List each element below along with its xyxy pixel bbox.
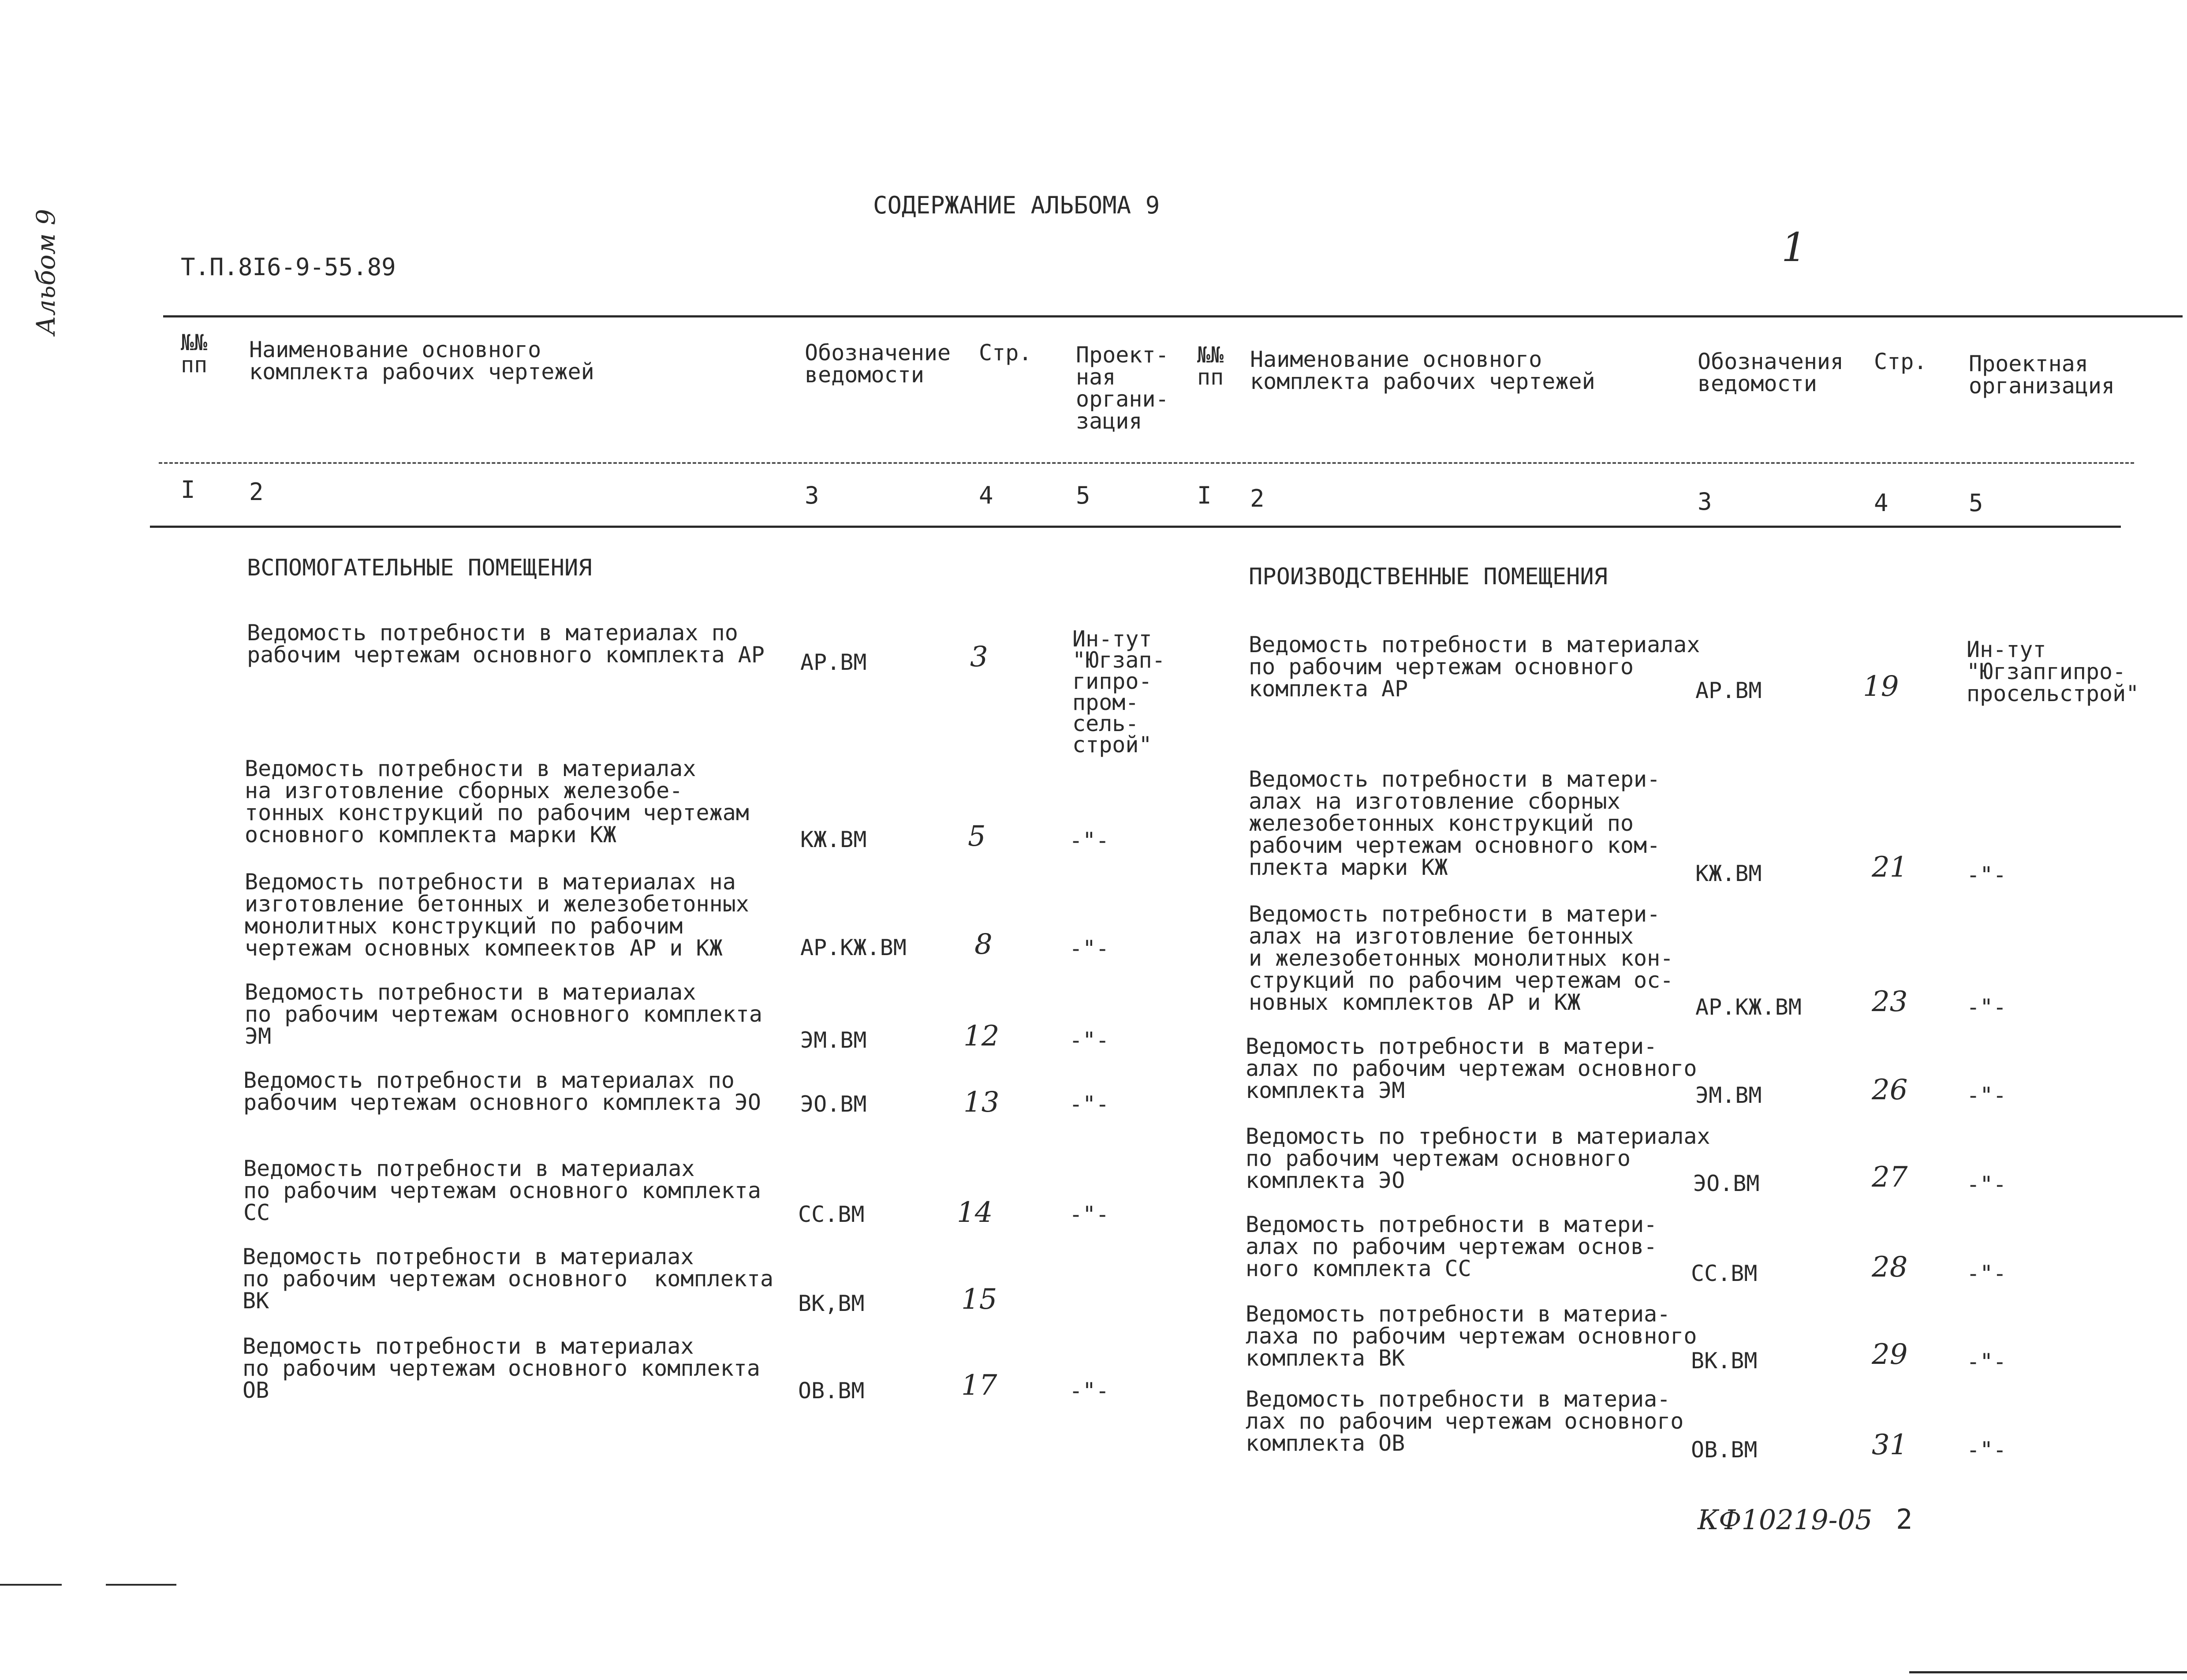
right-row-page: 21 — [1872, 851, 1908, 884]
right-row-name: Ведомость потребности в матери- алах на изготовление сборных железобетонных конструкций по рабочим чертежам основного ком- плекта марки КЖ — [1249, 766, 1661, 880]
left-row-designation: СС.ВМ — [798, 1202, 865, 1227]
right-row-org: -"- — [1967, 1437, 2007, 1463]
page-title: СОДЕРЖАНИЕ АЛЬБОМА 9 — [873, 191, 1160, 219]
left-row-org: -"- — [1069, 1378, 1109, 1404]
left-row-org: -"- — [1069, 1027, 1109, 1053]
header-left-name: Наименование основного комплекта рабочих чертежей — [249, 337, 594, 385]
left-row-name: Ведомость потребности в материалах по рабочим чертежам основного комплекта ЭМ — [245, 979, 762, 1049]
left-section-heading: ВСПОМОГАТЕЛЬНЫЕ ПОМЕЩЕНИЯ — [247, 555, 592, 581]
right-row-page: 26 — [1872, 1074, 1908, 1106]
header-right-page: Стр. — [1874, 349, 1927, 374]
left-row-name: Ведомость потребности в материалах по рабочим чертежам основного комплекта АР — [247, 620, 765, 668]
left-row-designation: ЭМ.ВМ — [800, 1027, 867, 1053]
handwritten-sheet-mark: 1 — [1781, 224, 1807, 271]
right-row-org: -"- — [1967, 1083, 2007, 1108]
col-number: 4 — [979, 482, 993, 509]
right-row-page: 23 — [1872, 986, 1908, 1018]
left-row-name: Ведомость потребности в материалах по рабочим чертежам основного комплекта ВК — [243, 1244, 774, 1314]
left-row-page: 5 — [968, 820, 986, 853]
left-row-name: Ведомость потребности в материалах по рабочим чертежам основного комплекта СС — [243, 1156, 761, 1225]
header-right-org: Проектная организация — [1969, 351, 2115, 399]
right-row-designation: АР.КЖ.ВМ — [1695, 994, 1802, 1020]
left-row-designation: ЭО.ВМ — [800, 1091, 867, 1117]
right-section-heading: ПРОИЗВОДСТВЕННЫЕ ПОМЕЩЕНИЯ — [1249, 564, 1608, 590]
table-top-rule — [163, 315, 2183, 317]
header-left-org: Проект- ная органи- зация — [1076, 342, 1169, 434]
col-number: 5 — [1076, 482, 1090, 509]
left-row-designation: АР.ВМ — [800, 650, 867, 675]
left-row-org: Ин-тут "Югзап- гипро- пром- сель- строй" — [1072, 626, 1165, 758]
right-row-page: 29 — [1872, 1338, 1908, 1371]
col-number: 3 — [1698, 488, 1712, 515]
right-row-name: Ведомость потребности в материа- лаха по рабочим чертежам основного комплекта ВК — [1246, 1301, 1697, 1371]
footer-code: КФ10219-05 — [1698, 1504, 1873, 1536]
right-row-designation: ОВ.ВМ — [1691, 1437, 1758, 1463]
right-row-name: Ведомость потребности в матери- алах по рабочим чертежам основного комплекта ЭМ — [1246, 1034, 1697, 1103]
right-row-name: Ведомость потребности в матери- алах на изготовление бетонных и железобетонных монолитных кон- струкций по рабочим чертежам ос- новных комплектов АР и КЖ — [1249, 901, 1674, 1015]
right-row-org: -"- — [1967, 1261, 2007, 1286]
header-right-designation: Обозначения ведомости — [1698, 349, 1844, 396]
left-row-page: 8 — [974, 928, 993, 961]
right-row-name: Ведомость потребности в матери- алах по рабочим чертежам основ- ного комплекта СС — [1246, 1212, 1657, 1281]
right-row-page: 31 — [1872, 1429, 1908, 1461]
left-row-org: -"- — [1069, 1091, 1109, 1117]
bottom-left-mark — [0, 1584, 62, 1586]
left-row-designation: ВК,ВМ — [798, 1291, 865, 1316]
left-row-designation: КЖ.ВМ — [800, 827, 867, 852]
col-number: I — [1197, 482, 1212, 509]
header-left-page: Стр. — [979, 340, 1032, 366]
bottom-right-mark — [1909, 1671, 2187, 1673]
col-number: 5 — [1969, 489, 1983, 517]
right-row-org: -"- — [1967, 862, 2007, 888]
left-row-name: Ведомость потребности в материалах на изготовление сборных железобе- тонных конструкций по рабочим чертежам основного комплекта марки КЖ — [245, 756, 749, 847]
right-row-org: -"- — [1967, 994, 2007, 1020]
right-row-designation: СС.ВМ — [1691, 1261, 1758, 1286]
header-left-num: №№ пп — [181, 330, 208, 377]
right-row-designation: ЭМ.ВМ — [1695, 1083, 1762, 1108]
right-row-org: -"- — [1967, 1172, 2007, 1197]
left-row-page: 12 — [963, 1020, 1000, 1053]
right-row-name: Ведомость потребности в материалах по рабочим чертежам основного комплекта АР — [1249, 632, 1700, 702]
right-row-name: Ведомость по требности в материалах по рабочим чертежам основного комплекта ЭО — [1246, 1124, 1710, 1193]
right-row-designation: ВК.ВМ — [1691, 1348, 1758, 1374]
left-row-org: -"- — [1069, 936, 1109, 961]
left-row-page: 3 — [970, 641, 988, 673]
right-row-designation: АР.ВМ — [1695, 678, 1762, 703]
left-row-page: 17 — [961, 1369, 997, 1402]
left-row-page: 13 — [963, 1086, 1000, 1119]
right-row-designation: КЖ.ВМ — [1695, 861, 1762, 886]
header-left-designation: Обозначение ведомости — [805, 340, 951, 388]
left-row-org: -"- — [1069, 1202, 1109, 1227]
col-number: 4 — [1874, 489, 1888, 517]
header-right-num: №№ пп — [1197, 342, 1224, 390]
right-row-page: 28 — [1872, 1251, 1908, 1284]
header-right-name: Наименование основного комплекта рабочих чертежей — [1250, 347, 1595, 394]
left-row-name: Ведомость потребности в материалах на изготовление бетонных и железобетонных монолитных конструкций по рабочим чертежам основных компеектов АР и КЖ — [245, 869, 749, 961]
left-row-designation: ОВ.ВМ — [798, 1378, 865, 1404]
column-numbers-rule — [150, 526, 2121, 528]
album-side-label: Альбом 9 — [31, 209, 61, 335]
document-code: Т.П.8I6-9-55.89 — [181, 253, 396, 281]
right-row-org: -"- — [1967, 1349, 2007, 1374]
right-row-designation: ЭО.ВМ — [1693, 1171, 1760, 1196]
left-row-page: 14 — [957, 1196, 993, 1229]
col-number: 3 — [805, 482, 819, 509]
right-row-page: 19 — [1863, 670, 1899, 703]
col-number: I — [181, 476, 195, 504]
left-row-designation: АР.КЖ.ВМ — [800, 935, 907, 960]
left-row-name: Ведомость потребности в материалах по рабочим чертежам основного комплекта ОВ — [243, 1333, 760, 1403]
bottom-left-mark — [106, 1584, 176, 1586]
col-number: 2 — [1250, 485, 1265, 512]
right-row-name: Ведомость потребности в материа- лах по рабочим чертежам основного комплекта ОВ — [1246, 1386, 1684, 1456]
right-row-page: 27 — [1872, 1161, 1908, 1194]
left-row-page: 15 — [961, 1283, 997, 1316]
left-row-name: Ведомость потребности в материалах по рабочим чертежам основного комплекта ЭО — [243, 1068, 761, 1115]
right-row-org: Ин-тут "Югзапгипро- просельстрой" — [1967, 637, 2139, 706]
footer-sheet-number: 2 — [1896, 1503, 1913, 1535]
left-row-org: -"- — [1069, 828, 1109, 853]
header-divider-rule — [159, 462, 2134, 464]
col-number: 2 — [249, 478, 264, 506]
